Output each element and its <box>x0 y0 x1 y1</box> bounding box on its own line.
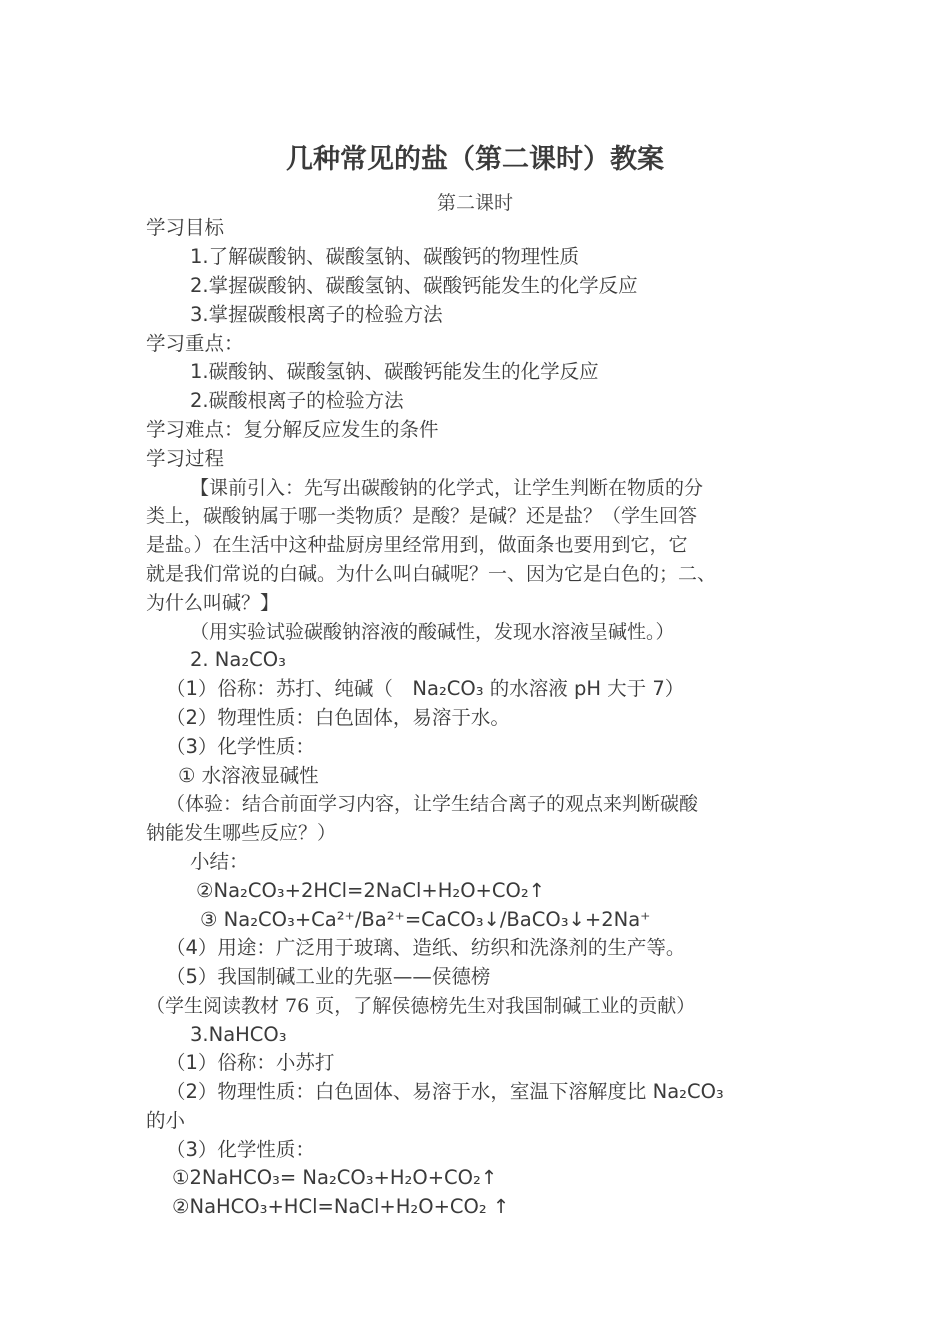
activity-note: 钠能发生哪些反应？） <box>146 822 337 844</box>
reading-note: （学生阅读教材 76 页，了解侯德榜先生对我国制碱工业的贡献） <box>146 995 696 1017</box>
intro-paragraph-line: 为什么叫碱？】 <box>146 592 280 614</box>
intro-paragraph-line: 就是我们常说的白碱。为什么叫白碱呢？一、因为它是白色的；二、 <box>146 563 717 585</box>
equation-line: ③ Na₂CO₃+Ca²⁺/Ba²⁺=CaCO₃↓/BaCO₃↓+2Na⁺ <box>200 908 651 931</box>
intro-paragraph-line: 类上，碳酸钠属于哪一类物质？是酸？是碱？还是盐？（学生回答 <box>146 505 698 527</box>
experiment-note: （用实验试验碳酸钠溶液的酸碱性，发现水溶液呈碱性。） <box>190 621 675 643</box>
property-line: （4）用途：广泛用于玻璃、造纸、纺织和洗涤剂的生产等。 <box>166 936 686 959</box>
property-line: 的小 <box>146 1109 186 1132</box>
property-line: （3）化学性质： <box>166 1138 315 1161</box>
property-line: （3）化学性质： <box>166 735 315 758</box>
property-line: （2）物理性质：白色固体，易溶于水。 <box>166 706 510 729</box>
section-heading-process: 学习过程 <box>146 447 225 470</box>
property-line: ① 水溶液显碱性 <box>178 764 319 787</box>
activity-note: （体验：结合前面学习内容，让学生结合离子的观点来判断碳酸 <box>166 793 699 815</box>
subsection-heading-nahco3: 3.NaHCO₃ <box>190 1023 287 1046</box>
goal-item: 3.掌握碳酸根离子的检验方法 <box>190 303 443 326</box>
key-point-item: 2.碳酸根离子的检验方法 <box>190 389 404 412</box>
property-line: （2）物理性质：白色固体、易溶于水，室温下溶解度比 Na₂CO₃ <box>166 1080 724 1103</box>
section-heading-key-points: 学习重点： <box>146 332 244 355</box>
goal-item: 2.掌握碳酸钠、碳酸氢钠、碳酸钙能发生的化学反应 <box>190 274 638 297</box>
intro-paragraph-line: 是盐。）在生活中这种盐厨房里经常用到，做面条也要用到它，它 <box>146 534 688 556</box>
property-line: （5）我国制碱工业的先驱——侯德榜 <box>166 965 491 988</box>
section-heading-goals: 学习目标 <box>146 216 225 239</box>
equation-line: ②Na₂CO₃+2HCl=2NaCl+H₂O+CO₂↑ <box>196 879 546 902</box>
section-heading-difficulty: 学习难点：复分解反应发生的条件 <box>146 418 439 441</box>
intro-paragraph-line: 【课前引入：先写出碳酸钠的化学式，让学生判断在物质的分 <box>190 477 704 499</box>
key-point-item: 1.碳酸钠、碳酸氢钠、碳酸钙能发生的化学反应 <box>190 360 599 383</box>
equation-line: ①2NaHCO₃= Na₂CO₃+H₂O+CO₂↑ <box>172 1166 498 1189</box>
property-line: （1）俗称：苏打、纯碱（ Na₂CO₃ 的水溶液 pH 大于 7） <box>166 677 685 700</box>
document-title: 几种常见的盐（第二课时）教案 <box>286 144 664 175</box>
property-line: （1）俗称：小苏打 <box>166 1051 335 1074</box>
goal-item: 1.了解碳酸钠、碳酸氢钠、碳酸钙的物理性质 <box>190 245 580 268</box>
document-subtitle: 第二课时 <box>436 192 513 214</box>
equation-line: ②NaHCO₃+HCl=NaCl+H₂O+CO₂ ↑ <box>172 1195 510 1218</box>
summary-label: 小结： <box>190 850 249 873</box>
subsection-heading-na2co3: 2. Na₂CO₃ <box>190 648 286 671</box>
